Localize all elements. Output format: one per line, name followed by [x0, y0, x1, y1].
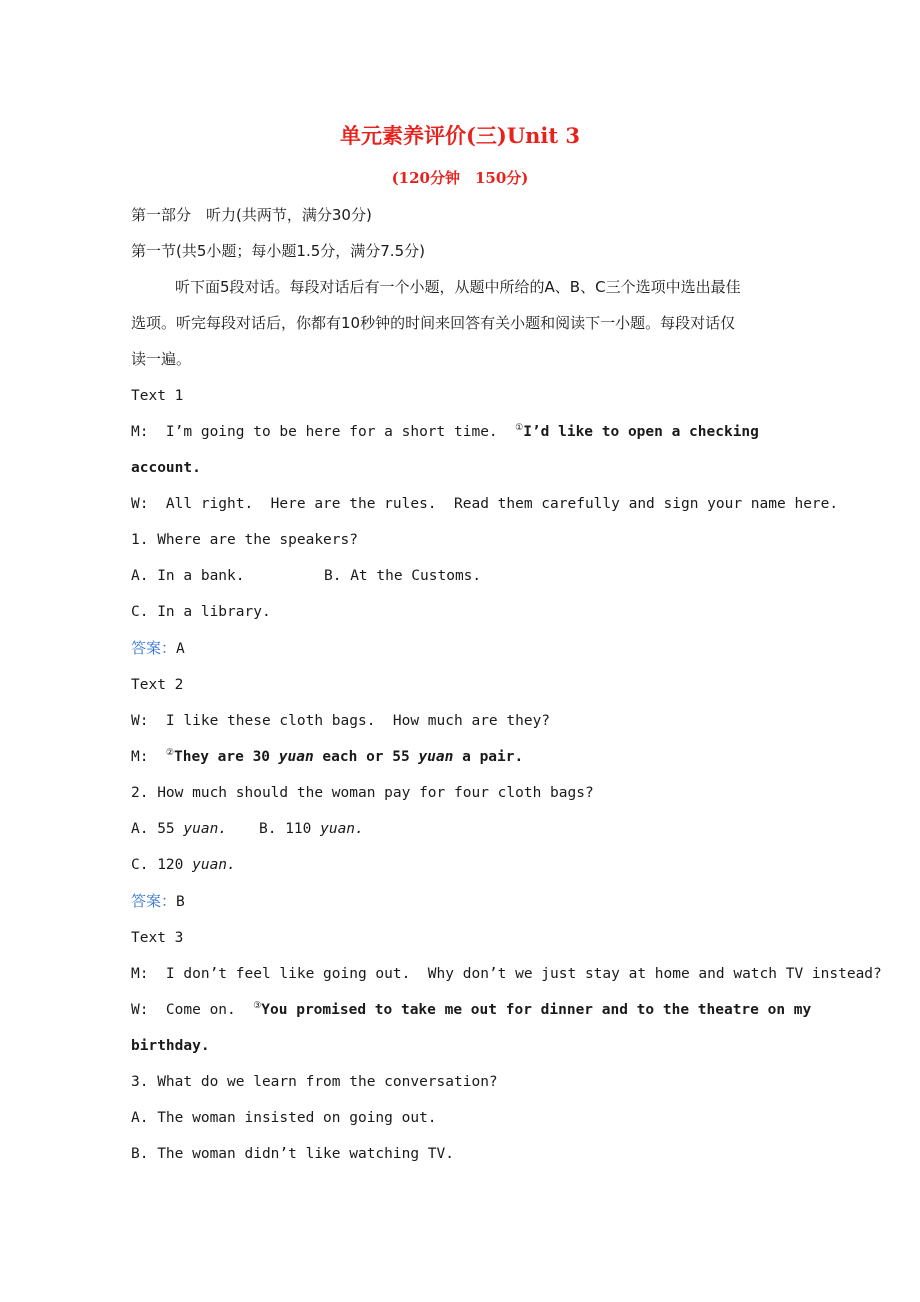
text-3-label: Text 3	[131, 930, 184, 946]
option-text: A. 55	[131, 821, 184, 837]
question-1-option-a: A. In a bank.	[131, 568, 245, 584]
question-2-option-c	[131, 855, 236, 875]
question-3: 3. What do we learn from the conversation?	[131, 1074, 498, 1090]
option-unit: yuan.	[183, 821, 228, 837]
instructions-line-2: 选项。听完每段对话后，你都有10秒钟的时间来回答有关小题和阅读下一小题。每段对话仅	[131, 314, 736, 332]
time-score-info: (120分钟 150分)	[391, 169, 529, 187]
key-sentence-part: each or 55	[313, 749, 419, 765]
key-sentence: You promised to take me out for dinner and to the theatre on my	[261, 1002, 812, 1018]
key-sentence-continued: account.	[131, 460, 201, 476]
question-1-option-b: B. At the Customs.	[324, 568, 482, 584]
option-unit: yuan.	[320, 821, 364, 837]
answer-label: 答案：	[131, 892, 177, 910]
note-mark: ③	[253, 1001, 262, 1011]
question-3-option-b: B. The woman didn’t like watching TV.	[131, 1146, 455, 1162]
key-sentence: I’d like to open a checking	[523, 424, 759, 440]
text-1-woman-line: W: All right. Here are the rules. Read them carefully and sign your name here.	[131, 496, 839, 512]
instructions-line-1: 听下面5段对话。每段对话后有一个小题，从题中所给的A、B、C三个选项中选出最佳	[175, 278, 741, 296]
question-2-option-b	[259, 819, 364, 839]
part-heading: 第一部分 听力(共两节，满分30分)	[131, 206, 372, 224]
question-2: 2. How much should the woman pay for four cloth bags?	[131, 785, 594, 801]
note-mark: ②	[165, 748, 174, 758]
question-3-option-a: A. The woman insisted on going out.	[131, 1110, 437, 1126]
question-2-option-a	[131, 819, 227, 839]
question-1: 1. Where are the speakers?	[131, 532, 358, 548]
answer-value: B	[176, 894, 185, 910]
key-sentence-part: They are 30	[174, 749, 279, 765]
text-3-woman-line	[131, 1000, 811, 1020]
text-2-label: Text 2	[131, 677, 184, 693]
option-unit: yuan.	[192, 857, 236, 873]
text-2-woman-line: W: I like these cloth bags. How much are they?	[131, 713, 551, 729]
currency-word: yuan	[278, 749, 314, 765]
option-text: C. 120	[131, 857, 193, 873]
currency-word: yuan	[418, 749, 454, 765]
speaker-text: M:	[131, 749, 166, 765]
speaker-text: M: I’m going to be here for a short time.	[131, 424, 516, 440]
answer-value: A	[176, 641, 185, 657]
answer-1	[131, 638, 185, 659]
key-sentence-continued: birthday.	[131, 1038, 210, 1054]
page-title: 单元素养评价(三)Unit 3	[339, 123, 581, 148]
text-3-man-line: M: I don’t feel like going out. Why don’t we just stay at home and watch TV instead?	[131, 966, 882, 982]
section-heading: 第一节(共5小题；每小题1.5分，满分7.5分)	[131, 242, 425, 260]
answer-2	[131, 891, 185, 912]
option-text: B. 110	[259, 821, 321, 837]
key-sentence-part: a pair.	[453, 749, 524, 765]
instructions-line-3: 读一遍。	[131, 350, 192, 368]
text-1-man-line	[131, 422, 759, 442]
text-2-man-line	[131, 747, 523, 767]
answer-label: 答案：	[131, 639, 177, 657]
text-1-label: Text 1	[131, 388, 184, 404]
note-mark: ①	[515, 423, 524, 433]
question-1-option-c: C. In a library.	[131, 604, 271, 620]
speaker-text: W: Come on.	[131, 1002, 254, 1018]
